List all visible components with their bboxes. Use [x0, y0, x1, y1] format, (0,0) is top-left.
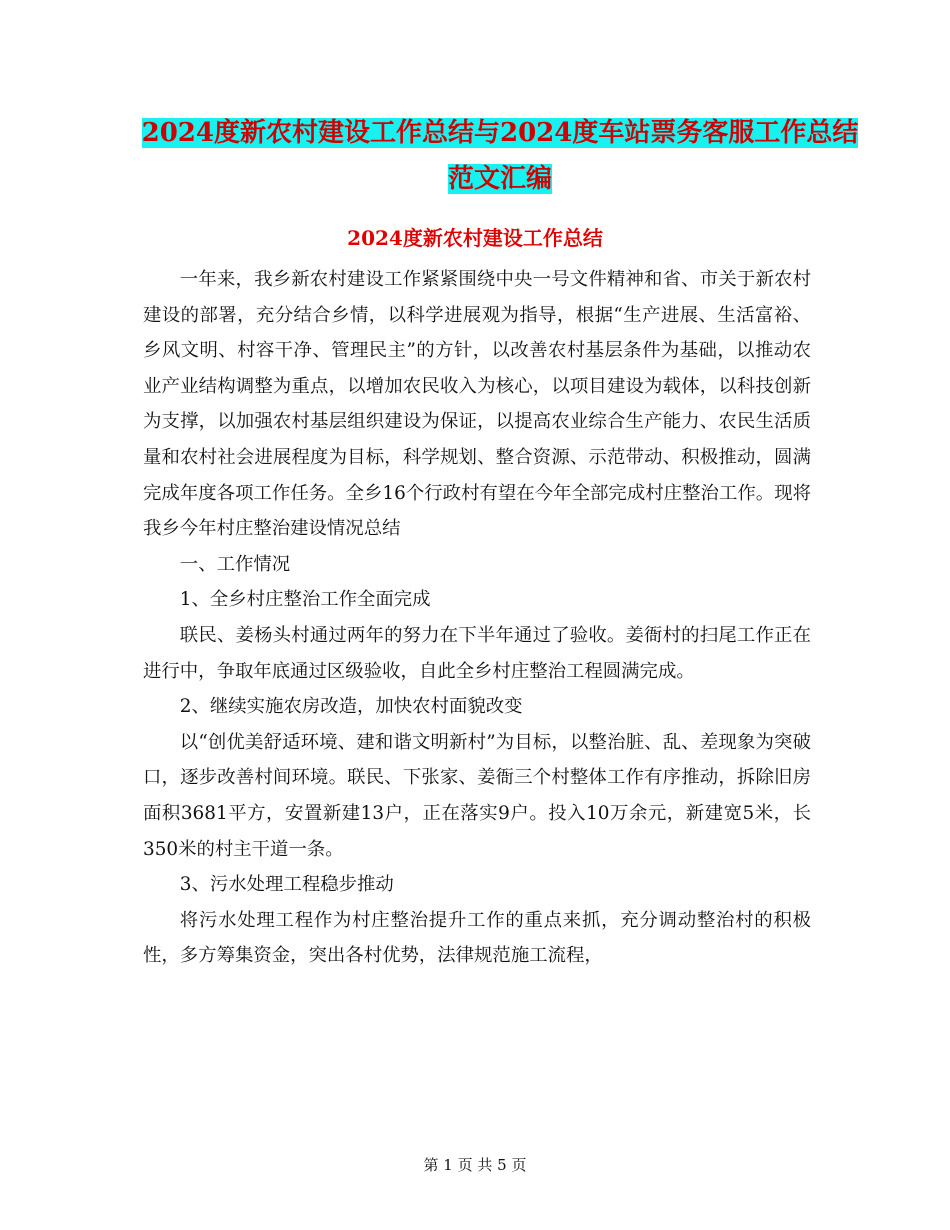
document-title-text: 2024度新农村建设工作总结与2024度车站票务客服工作总结范文汇编 — [141, 118, 859, 194]
document-body — [143, 262, 811, 974]
page-number-footer: 第 1 页 共 5 页 — [423, 1156, 527, 1174]
paragraph: 1、全乡村庄整治工作全面完成 — [179, 589, 431, 611]
paragraph: 一、工作情况 — [179, 553, 291, 575]
paragraph: 联民、姜杨头村通过两年的努力在下半年通过了验收。姜衙村的扫尾工作正在进行中，争取年底通过区级验收，自此全乡村庄整治工程圆满完成。 — [143, 624, 811, 682]
section-title: 2024度新农村建设工作总结 — [347, 226, 603, 250]
document-title — [140, 110, 860, 202]
paragraph: 一年来，我乡新农村建设工作紧紧围绕中央一号文件精神和省、市关于新农村建设的部署，充分结合乡情，以科学进展观为指导，根据“生产进展、生活富裕、乡风文明、村容干净、管理民主”的方针，以改善农村基层条件为基础，以推动农业产业结构调整为重点，以增加农民收入为核心，以项目建设为载体，以科技创新为支撑，以加强农村基层组织建设为保证，以提高农业综合生产能力、农民生活质量和农村社会进展程度为目标，科学规划、整合资源、示范带动、积极推动，圆满完成年度各项工作任务。全乡16个行政村有望在今年全部完成村庄整治工作。现将我乡今年村庄整治建设情况总结 — [143, 269, 811, 540]
paragraph: 3、污水处理工程稳步推动 — [179, 874, 394, 896]
paragraph: 以“创优美舒适环境、建和谐文明新村”为目标，以整治脏、乱、差现象为突破口，逐步改善村间环境。联民、下张家、姜衙三个村整体工作有序推动，拆除旧房面积3681平方，安置新建13户，正在落实9户。投入10万余元，新建宽5米，长350米的村主干道一条。 — [143, 731, 811, 860]
paragraph: 2、继续实施农房改造，加快农村面貌改变 — [179, 696, 523, 718]
paragraph: 将污水处理工程作为村庄整治提升工作的重点来抓，充分调动整治村的积极性，多方筹集资金，突出各村优势，法律规范施工流程， — [143, 909, 811, 967]
